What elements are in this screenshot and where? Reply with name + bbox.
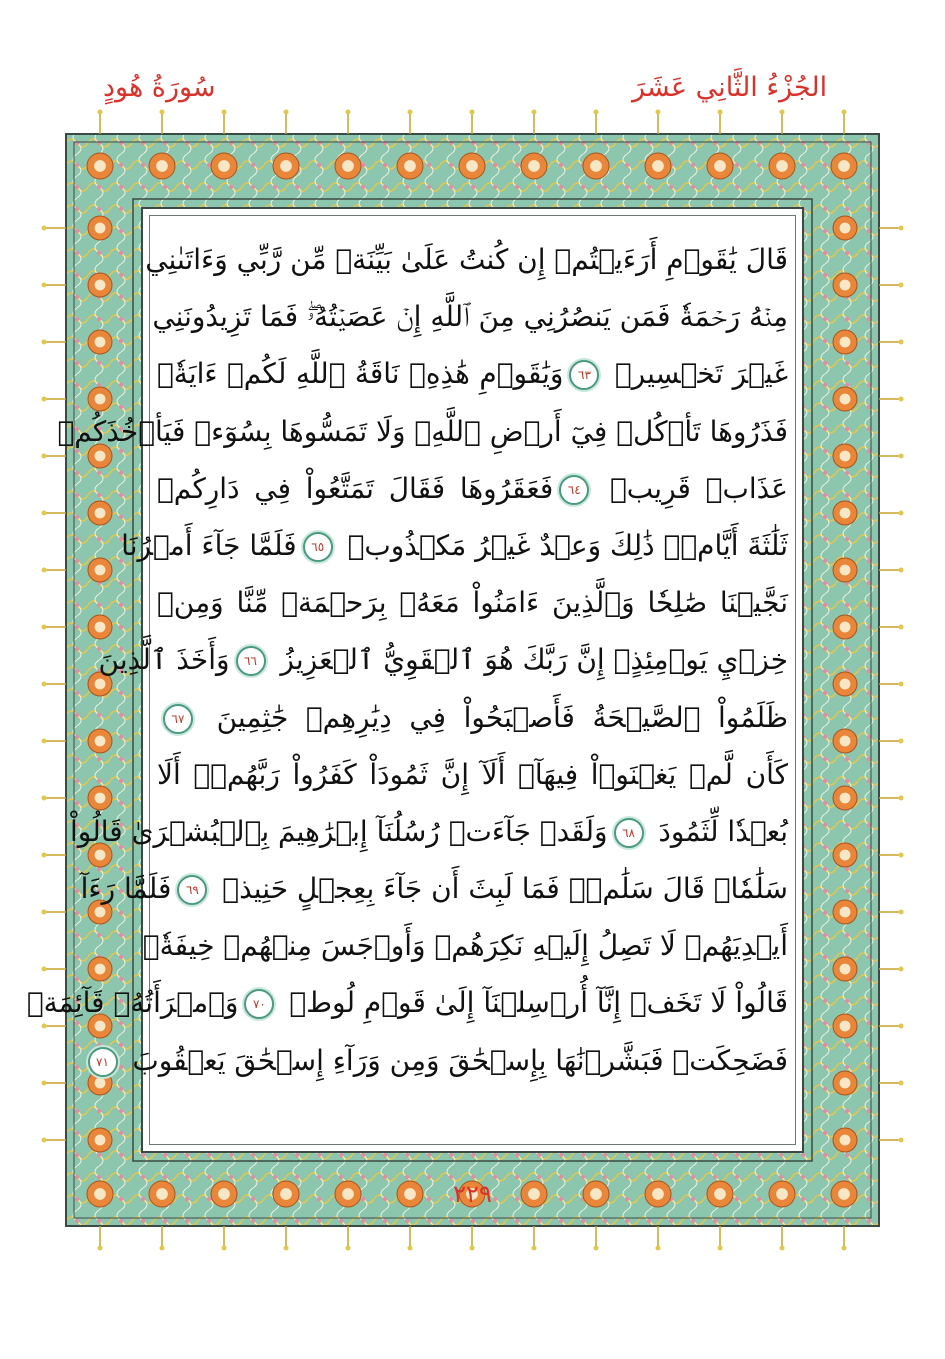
finial-dot [842, 110, 847, 115]
medallion-center [218, 160, 230, 172]
ayah-number-marker: ٦٦ [236, 646, 266, 676]
verse-text: ظَلَمُواْ ٱلصَّيۡحَةُ فَأَصۡبَحُواْ فِي دِيَٰرِهِمۡ جَٰثِمِينَ [199, 700, 788, 734]
medallion-center [528, 160, 540, 172]
finial-dot [408, 110, 413, 115]
verse-line [157, 574, 788, 631]
medallion-center [652, 160, 664, 172]
page-number: ٢٢٩ [453, 1180, 492, 1208]
finial-dot [42, 454, 47, 459]
finial-dot [718, 110, 723, 115]
verse-line [26, 974, 788, 1031]
verse-text: عَذَابٞ قَرِيبٞ [595, 471, 788, 505]
medallion-center [840, 622, 851, 633]
medallion-center [840, 451, 851, 462]
verse-line [157, 746, 788, 803]
finial-dot [899, 397, 904, 402]
verse-text: وَٱمۡرَأَتُهُۥ قَآئِمَةٞ [26, 986, 239, 1020]
medallion-center [95, 280, 106, 291]
finial-dot [42, 910, 47, 915]
ayah-number-marker: ٦٤ [559, 475, 589, 505]
medallion-center [840, 280, 851, 291]
finial-dot [899, 1138, 904, 1143]
medallion-center [95, 223, 106, 234]
finial-dot [470, 1246, 475, 1251]
ayah-number-marker: ٧٠ [244, 989, 274, 1019]
verse-line [145, 231, 788, 288]
finial-dot [42, 283, 47, 288]
medallion-center [776, 160, 788, 172]
finial-dot [42, 967, 47, 972]
medallion-center [840, 565, 851, 576]
verse-line [57, 403, 788, 460]
verse-line [80, 860, 788, 917]
medallion-center [95, 964, 106, 975]
finial-dot [899, 226, 904, 231]
verse-line [121, 517, 788, 574]
finial-dot [470, 110, 475, 115]
verse-text: بُعۡدٗا لِّثَمُودَ [649, 814, 788, 848]
medallion-center [840, 1078, 851, 1089]
verse-line [98, 631, 788, 688]
verse-text: وَلَقَدۡ جَآءَتۡ رُسُلُنَآ إِبۡرَٰهِيمَ بِٱلۡبُشۡرَىٰ قَالُواْ [70, 814, 608, 848]
finial-dot [899, 1024, 904, 1029]
verse-text: فَضَحِكَتۡ فَبَشَّرۡنَٰهَا بِإِسۡحَٰقَ وَمِن وَرَآءِ إِسۡحَٰقَ يَعۡقُوبَ [123, 1043, 788, 1077]
finial-dot [98, 110, 103, 115]
medallion-center [840, 223, 851, 234]
verse-line [142, 917, 788, 974]
finial-dot [899, 1081, 904, 1086]
finial-dot [899, 568, 904, 573]
medallion-center [95, 793, 106, 804]
ayah-number-marker: ٦٧ [163, 704, 193, 734]
finial-dot [899, 853, 904, 858]
finial-dot [42, 625, 47, 630]
medallion-center [838, 160, 850, 172]
medallion-center [840, 508, 851, 519]
verse-line [157, 345, 788, 402]
medallion-center [840, 1135, 851, 1146]
verse-line [157, 689, 788, 746]
finial-dot [160, 1246, 165, 1251]
medallion-center [95, 565, 106, 576]
finial-dot [160, 110, 165, 115]
finial-dot [899, 682, 904, 687]
medallion-center [840, 679, 851, 690]
finial-dot [222, 1246, 227, 1251]
surah-title: سُورَةُ هُودٍ [103, 72, 216, 103]
finial-dot [42, 796, 47, 801]
ayah-number-marker: ٦٨ [614, 818, 644, 848]
finial-dot [532, 1246, 537, 1251]
verse-text: ثَلَٰثَةَ أَيَّامٖۖ ذَٰلِكَ وَعۡدٌ غَيۡرُ مَكۡذُوبٖ [338, 528, 788, 562]
verse-text: غَيۡرَ تَخۡسِيرٖ [605, 357, 788, 391]
verse-text: فَلَمَّا جَآءَ أَمۡرُنَا [121, 528, 297, 562]
finial-dot [899, 739, 904, 744]
ayah-number-marker: ٦٩ [177, 875, 207, 905]
verse-line [96, 1032, 788, 1089]
verse-text: قَالُواْ لَا تَخَفۡ إِنَّآ أُرۡسِلۡنَآ إِلَىٰ قَوۡمِ لُوطٖ [280, 986, 788, 1020]
medallion-center [840, 793, 851, 804]
medallion-center [840, 394, 851, 405]
medallion-center [94, 160, 106, 172]
finial-dot [42, 739, 47, 744]
finial-dot [842, 1246, 847, 1251]
verse-text: مِنۡهُ رَحۡمَةٗ فَمَن يَنصُرُنِي مِنَ ٱللَّهِ إِنۡ عَصَيۡتُهُۥۖ فَمَا تَزِيدُونَنِي [152, 300, 788, 334]
verse-text: قَالَ يَٰقَوۡمِ أَرَءَيۡتُمۡ إِن كُنتُ عَلَىٰ بَيِّنَةٖ مِّن رَّبِّي وَءَاتَىٰنِي [145, 243, 788, 276]
medallion-center [840, 1021, 851, 1032]
verse-text: كَأَن لَّمۡ يَغۡنَوۡاْ فِيهَآۗ أَلَآ إِنَّ ثَمُودَاْ كَفَرُواْ رَبَّهُمۡۗ أَلَا [157, 757, 788, 791]
quran-text-panel [26, 207, 804, 1153]
verse-line [152, 288, 788, 345]
verse-text: أَيۡدِيَهُمۡ لَا تَصِلُ إِلَيۡهِ نَكِرَهُمۡ وَأَوۡجَسَ مِنۡهُمۡ خِيفَةٗۚ [142, 929, 788, 963]
finial-dot [718, 1246, 723, 1251]
finial-dot [780, 1246, 785, 1251]
verse-text: فَلَمَّا رَءَآ [80, 872, 172, 906]
medallion-center [342, 160, 354, 172]
verse-text: خِزۡيِ يَوۡمِئِذٍۚ إِنَّ رَبَّكَ هُوَ ٱلۡقَوِيُّ ٱلۡعَزِيزُ [271, 643, 788, 677]
ayah-number-marker: ٦٥ [303, 532, 333, 562]
juz-title: الجُزْءُ الثَّانِي عَشَرَ [632, 72, 828, 103]
verse-text: وَيَٰقَوۡمِ هَٰذِهِۦ نَاقَةُ ٱللَّهِ لَكُمۡ ءَايَةٗۖ [157, 357, 564, 391]
verse-line [70, 803, 788, 860]
verse-line [157, 460, 788, 517]
finial-dot [42, 340, 47, 345]
finial-dot [98, 1246, 103, 1251]
finial-dot [42, 853, 47, 858]
finial-dot [532, 110, 537, 115]
medallion-center [466, 160, 478, 172]
finial-dot [899, 340, 904, 345]
finial-dot [42, 1138, 47, 1143]
finial-dot [346, 110, 351, 115]
finial-dot [594, 110, 599, 115]
finial-dot [42, 511, 47, 516]
finial-dot [899, 511, 904, 516]
finial-dot [899, 454, 904, 459]
medallion-center [840, 907, 851, 918]
ayah-number-marker: ٦٣ [569, 360, 599, 390]
finial-dot [222, 110, 227, 115]
ayah-number-marker: ٧١ [88, 1047, 118, 1077]
medallion-center [95, 1135, 106, 1146]
verse-text: فَذَرُوهَا تَأۡكُلۡ فِيٓ أَرۡضِ ٱللَّهِۖ وَلَا تَمَسُّوهَا بِسُوٓءٖ فَيَأۡخُذَكُمۡ [57, 414, 788, 448]
verse-text: فَعَقَرُوهَا فَقَالَ تَمَتَّعُواْ فِي دَارِكُمۡ [157, 471, 554, 505]
finial-dot [899, 910, 904, 915]
finial-dot [656, 1246, 661, 1251]
finial-dot [899, 796, 904, 801]
finial-dot [42, 1081, 47, 1086]
finial-dot [284, 110, 289, 115]
finial-dot [42, 568, 47, 573]
finial-dot [656, 110, 661, 115]
finial-dot [408, 1246, 413, 1251]
medallion-center [95, 736, 106, 747]
medallion-center [95, 508, 106, 519]
medallion-center [840, 850, 851, 861]
finial-dot [42, 397, 47, 402]
finial-dot [284, 1246, 289, 1251]
finial-dot [42, 226, 47, 231]
verse-text: نَجَّيۡنَا صَٰلِحٗا وَٱلَّذِينَ ءَامَنُواْ مَعَهُۥ بِرَحۡمَةٖ مِّنَّا وَمِنۡ [157, 586, 788, 620]
medallion-center [840, 736, 851, 747]
medallion-center [590, 160, 602, 172]
finial-dot [780, 110, 785, 115]
finial-dot [346, 1246, 351, 1251]
finial-dot [594, 1246, 599, 1251]
medallion-center [95, 337, 106, 348]
finial-dot [899, 967, 904, 972]
finial-dot [899, 283, 904, 288]
verse-text: وَأَخَذَ ٱلَّذِينَ [98, 643, 230, 677]
medallion-center [840, 337, 851, 348]
verse-lines [26, 231, 788, 1137]
finial-dot [42, 682, 47, 687]
finial-dot [899, 625, 904, 630]
verse-text: سَلَٰمٗاۖ قَالَ سَلَٰمٞۖ فَمَا لَبِثَ أَن جَآءَ بِعِجۡلٍ حَنِيذٖ [213, 872, 788, 906]
medallion-center [840, 964, 851, 975]
medallion-center [714, 160, 726, 172]
medallion-center [156, 160, 168, 172]
medallion-center [404, 160, 416, 172]
medallion-center [280, 160, 292, 172]
